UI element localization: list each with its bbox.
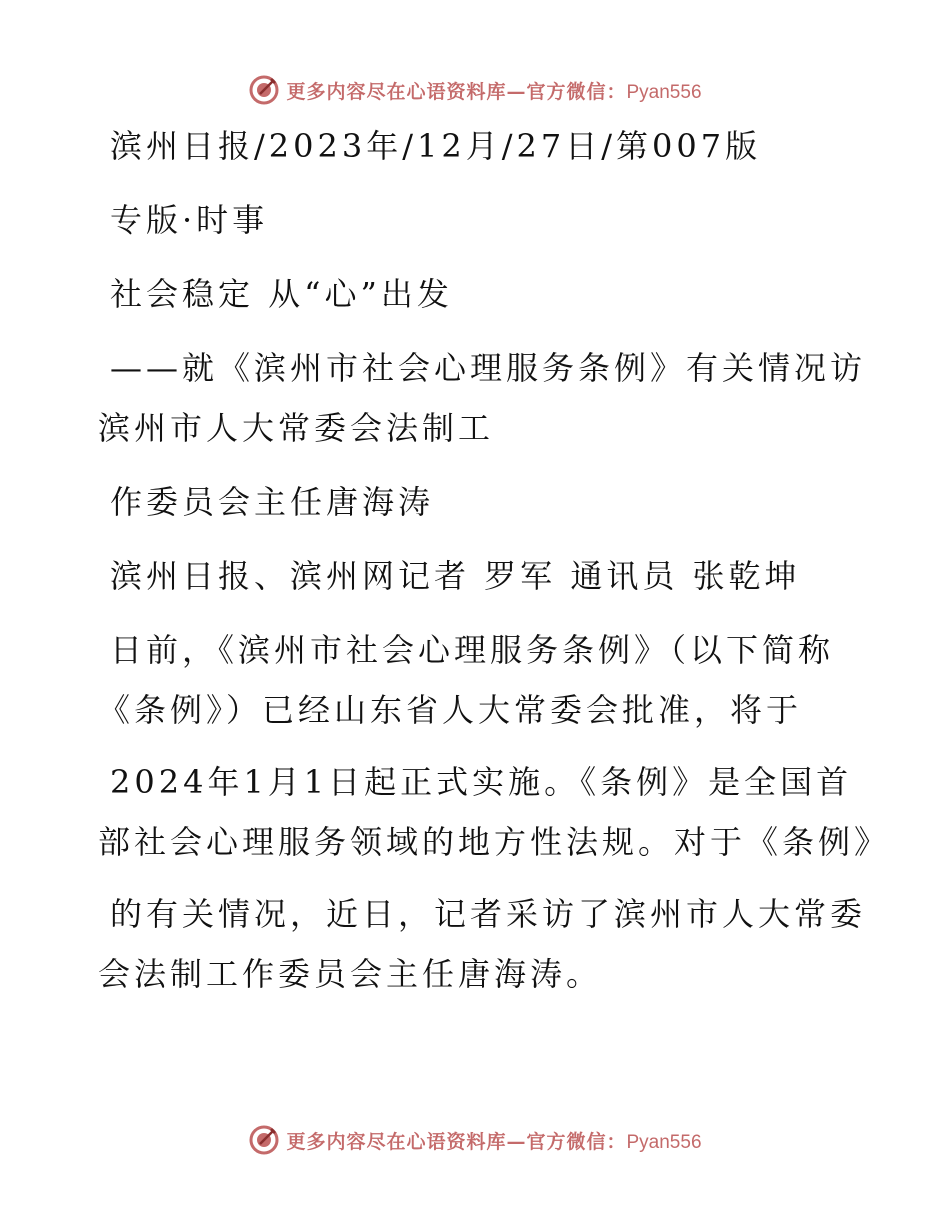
- body-line-4: 部社会心理服务领域的地方性法规。对于《条例》: [98, 823, 891, 861]
- subtitle-line-3: 作委员会主任唐海涛: [110, 483, 435, 521]
- headline: 社会稳定 从“心”出发: [110, 275, 453, 313]
- seal-logo-icon: [248, 74, 280, 106]
- column-label: 专版·时事: [110, 201, 269, 239]
- watermark-text: 更多内容尽在心语资料库—官方微信：Pyan556: [286, 80, 702, 103]
- source-line: 滨州日报/2023年/12月/27日/第007版: [110, 127, 762, 165]
- subtitle-line-2: 滨州市人大常委会法制工: [98, 409, 495, 447]
- body-line-2: 《条例》）已经山东省人大常委会批准，将于: [98, 691, 803, 729]
- subtitle-line-1: ——就《滨州市社会心理服务条例》有关情况访: [110, 349, 867, 387]
- watermark-text: 更多内容尽在心语资料库—官方微信：Pyan556: [286, 1130, 702, 1153]
- body-line-5: 的有关情况，近日，记者采访了滨州市人大常委: [110, 895, 867, 933]
- header-watermark: [0, 70, 950, 110]
- body-line-3: 2024年1月1日起正式实施。《条例》是全国首: [110, 763, 853, 801]
- footer-watermark: [0, 1120, 950, 1160]
- byline: 滨州日报、滨州网记者 罗军 通讯员 张乾坤: [110, 557, 801, 595]
- body-line-6: 会法制工作委员会主任唐海涛。: [98, 955, 603, 993]
- seal-logo-icon: [248, 1124, 280, 1156]
- body-line-1: 日前，《滨州市社会心理服务条例》（以下简称: [110, 631, 835, 669]
